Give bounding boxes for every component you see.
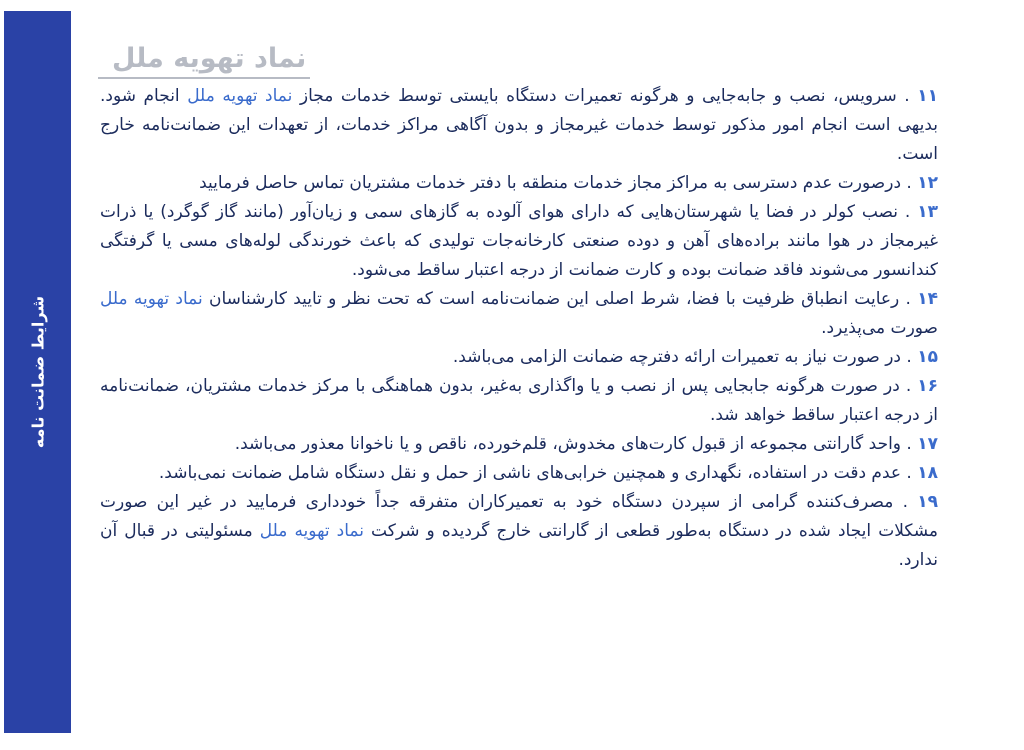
- item-text: در صورت هرگونه جابجایی پس از نصب و یا واگذاری به‌غیر، بدون هماهنگی با مرکز خدمات مشتریان، ضمانت‌نامه از درجه اعتبار ساقط خواهد شد.: [100, 376, 938, 425]
- item-number-separator: .: [899, 376, 918, 396]
- sidebar-band: [4, 11, 71, 733]
- item-text: انجام شود. بدیهی است انجام امور مذکور توسط خدمات غیرمجاز و بدون آگاهی مراکز خدمات، از تعهدات این ضمانت‌نامه خارج است.: [100, 86, 938, 164]
- item-number-separator: .: [901, 434, 918, 454]
- brand-name-highlight: نماد تهویه ملل: [100, 289, 203, 309]
- item-text: عدم دقت در استفاده، نگهداری و همچنین خرابی‌های ناشی از حمل و نقل دستگاه شامل ضمانت نمی‌باشد.: [158, 463, 902, 483]
- item-text: سرویس، نصب و جابه‌جایی و هرگونه تعمیرات دستگاه بایستی توسط خدمات مجاز: [292, 86, 897, 106]
- item-number-separator: .: [901, 347, 918, 367]
- list-item: [100, 82, 938, 169]
- item-text: واحد گارانتی مجموعه از قبول کارت‌های مخدوش، قلم‌خورده، ناقص و یا ناخوانا معذور می‌باشد.: [234, 434, 902, 454]
- list-item: [100, 169, 938, 198]
- item-number: ۱۷: [917, 434, 938, 454]
- item-text: درصورت عدم دسترسی به مراکز مجاز خدمات منطقه با دفتر خدمات مشتریان تماس حاصل فرمایید: [199, 173, 902, 193]
- item-number-separator: .: [901, 173, 918, 193]
- list-item: [100, 285, 938, 343]
- item-text: رعایت انطباق ظرفیت با فضا، شرط اصلی این ضمانت‌نامه است که تحت نظر و تایید کارشناسان: [202, 289, 900, 309]
- item-number: ۱۶: [917, 376, 938, 396]
- item-number: ۱۱: [917, 86, 938, 106]
- sidebar-vertical-title: شرایط ضمانت نامه: [28, 295, 47, 449]
- list-item: [100, 343, 938, 372]
- item-number-separator: .: [893, 492, 918, 512]
- list-item: [100, 430, 938, 459]
- item-number-separator: .: [896, 86, 918, 106]
- brand-name-highlight: نماد تهویه ملل: [259, 521, 364, 541]
- item-text: مصرف‌کننده گرامی از سپردن دستگاه خود به تعمیرکاران متفرقه جداً خودداری فرمایید در غیر این صورت مشکلات ایجاد شده در دستگاه به‌طور قطعی از گارانتی خارج گردیده و شرکت: [100, 492, 938, 541]
- brand-name-highlight: نماد تهویه ملل: [187, 86, 293, 106]
- list-item: [100, 372, 938, 430]
- item-text: در صورت نیاز به تعمیرات ارائه دفترچه ضمانت الزامی می‌باشد.: [452, 347, 902, 367]
- item-number-separator: .: [901, 463, 918, 483]
- item-number: ۱۵: [917, 347, 938, 367]
- item-number: ۱۲: [917, 173, 938, 193]
- list-item: [100, 459, 938, 488]
- item-number-separator: .: [899, 289, 918, 309]
- warranty-terms-list: [100, 82, 938, 575]
- item-number: ۱۹: [917, 492, 938, 512]
- item-text: صورت می‌پذیرد.: [821, 318, 938, 338]
- item-number: ۱۳: [917, 202, 938, 222]
- item-number: ۱۴: [917, 289, 939, 309]
- item-number-separator: .: [898, 202, 918, 222]
- company-logo: نماد تهویه ملل: [98, 44, 310, 79]
- item-text: مسئولیتی در قبال آن ندارد.: [100, 521, 938, 570]
- item-number: ۱۸: [917, 463, 938, 483]
- list-item: [100, 198, 938, 285]
- list-item: [100, 488, 938, 575]
- item-text: نصب کولر در فضا یا شهرستان‌هایی که دارای هوای آلوده به گازهای سمی و زیان‌آور (مانند گاز گوگرد) یا ذرات غیرمجاز در هوا مانند براده‌های آهن و دوده صنعتی کارخانه‌جات تولیدی که باعث خورندگی لوله‌های مسی یا گرفتگی کندانسور می‌شوند فاقد ضمانت بوده و کارت ضمانت از درجه اعتبار ساقط می‌شود.: [100, 202, 938, 280]
